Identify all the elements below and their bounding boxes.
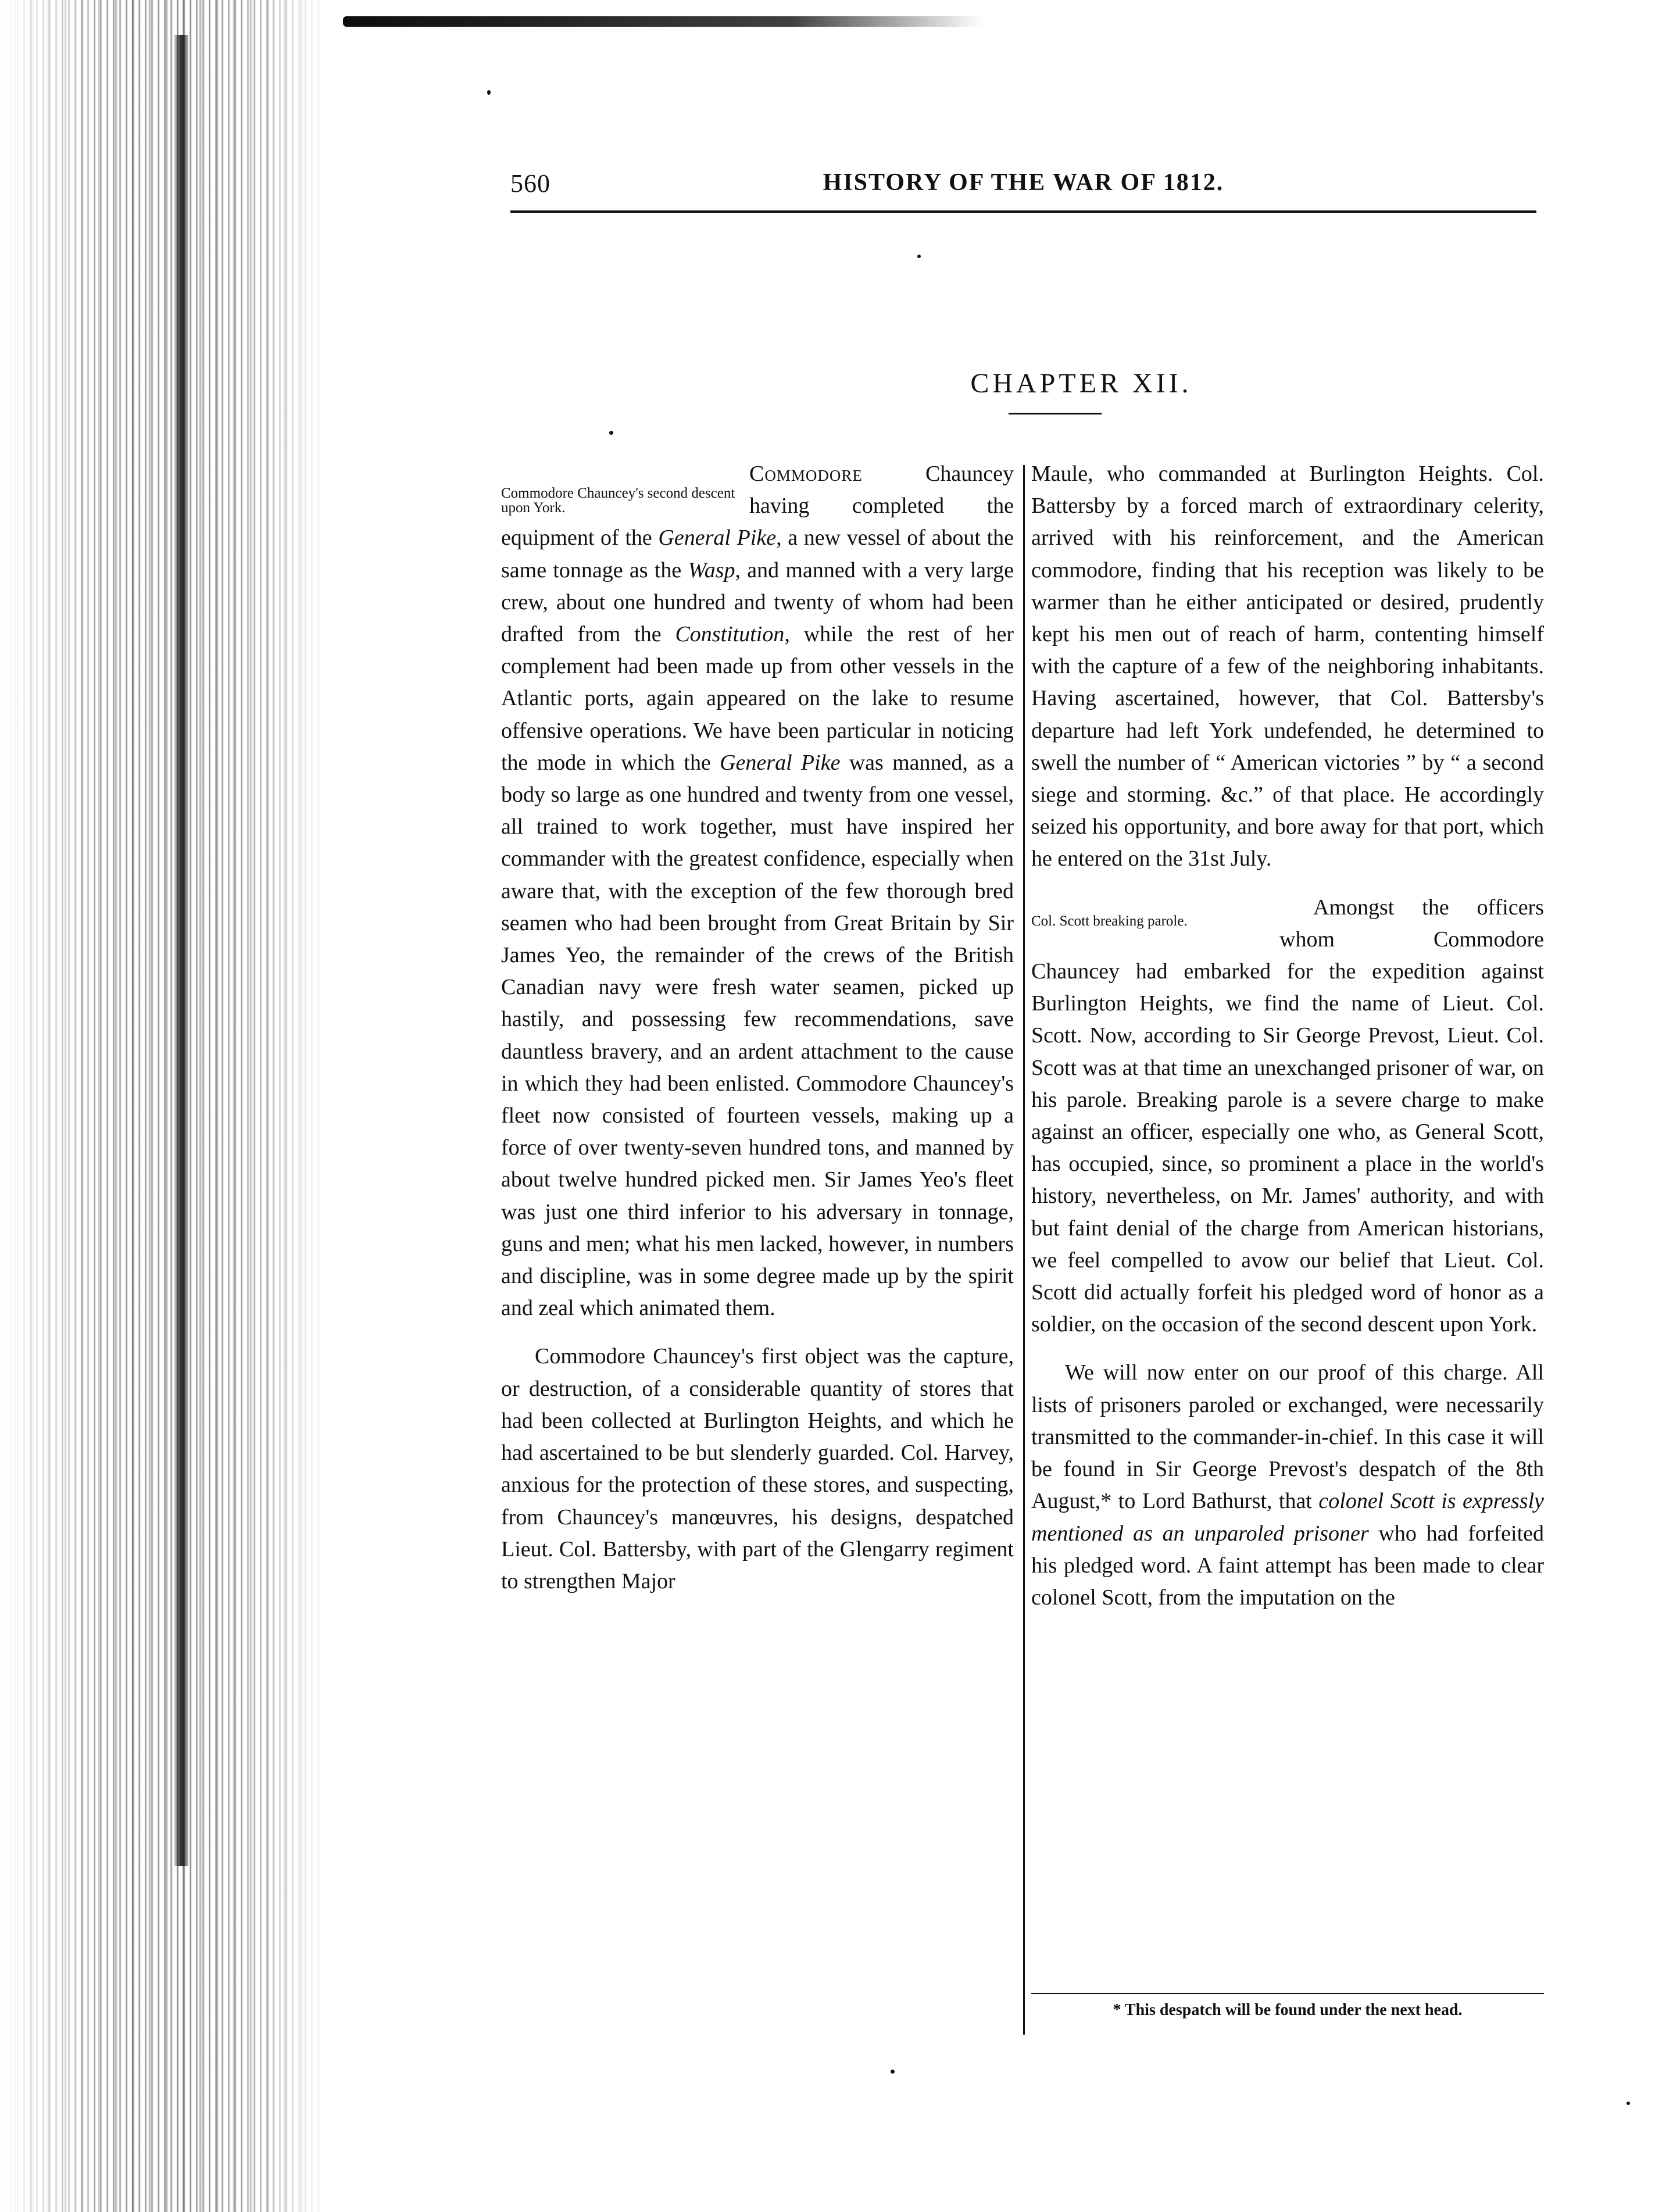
scan-speck [609, 431, 613, 435]
emphasis: colonel Scott is expressly mentioned as an unparoled prisoner [1031, 1489, 1544, 1546]
ship-name: Wasp [688, 558, 735, 583]
paragraph [501, 458, 1014, 1324]
body-text: Amongst the officers whom Commodore Chauncey had embarked for the expedition against Burlington Heights, we find the name of Lieut. Col. Scott. Now, according to Sir George Prevost, Lieut. Col. Scott was at that time an unexchanged prisoner of war, on his parole. Breaking parole is a severe charge to make against an officer, especially one who, as General Scott, has occupied, since, so prominent a place in the world's history, nevertheless, on Mr. James' authority, and with but faint denial of the charge from American historians, we feel compelled to avow our belief that Lieut. Col. Scott did actually forfeit his pledged word of honor as a soldier, on the occasion of the second descent upon York. [1031, 895, 1544, 1337]
paragraph [1031, 458, 1544, 875]
lead-word: Commodore [749, 462, 863, 486]
paragraph [1031, 892, 1544, 1341]
body-text: Commodore Chauncey's first object was the capture, or destruction, of a considerable quantity of stores that had been collected at Burlington Heights, and which he had ascertained to be but slenderly guarded. Col. Harvey, anxious for the protection of these stores, and suspecting, from Chauncey's manœuvres, his designs, despatched Lieut. Col. Battersby, with part of the Glengarry regiment to strengthen Major [501, 1344, 1014, 1593]
body-text: who had forfeited his pledged word. A faint attempt has been made to clear colonel Scott, from the imputation on the [1031, 1521, 1545, 1610]
column-divider [1023, 465, 1025, 2035]
scan-smudge [343, 16, 982, 27]
body-text: , while the rest of her complement had been made up from other vessels in the Atlantic ports, again appeared on the lake to resume offensive operations. We have been particular in noticing the mode in which the [501, 622, 1014, 775]
body-text: , a new vessel of about the same tonnage as the [501, 526, 1014, 583]
footnote-rule [1031, 1993, 1544, 1994]
margin-note: Col. Scott breaking parole. [1031, 913, 1188, 929]
chapter-heading: CHAPTER XII. [970, 368, 1192, 399]
scanned-binding-edge [0, 0, 326, 2212]
body-text: , and manned with a very large crew, about one hundred and twenty of whom had been drafted from the [501, 558, 1014, 647]
scan-speck [891, 2070, 895, 2074]
margin-note: Commodore Chauncey's second descent upon York. [501, 485, 735, 516]
running-title: HISTORY OF THE WAR OF 1812. [823, 169, 1224, 196]
scan-speck [487, 90, 491, 95]
running-header [510, 169, 1536, 203]
binding-shadow [174, 35, 188, 1866]
paragraph [501, 1341, 1014, 1598]
scan-speck [1626, 2102, 1630, 2105]
chapter-rule [1009, 413, 1102, 414]
page-number: 560 [510, 169, 550, 198]
header-rule [510, 210, 1536, 213]
body-text: Chauncey having completed the equipment of the [501, 462, 1014, 551]
scan-speck [917, 255, 921, 258]
body-text: was manned, as a body so large as one hundred and twenty from one vessel, all trained to work together, must have inspired her commander with the greatest confidence, especially when aware that, with the exception of the few thorough bred seamen who had been brought from Great Britain by Sir James Yeo, the remainder of the crews of the British Canadian navy were fresh water seamen, picked up hastily, and possessing few recommendations, save dauntless bravery, and an ardent attachment to the cause in which they had been enlisted. Commodore Chauncey's fleet now consisted of fourteen vessels, making up a force of over twenty-seven hundred tons, and manned by about twelve hundred picked men. Sir James Yeo's fleet was just one third inferior to his adversary in tonnage, guns and men; what his men lacked, however, in numbers and discipline, was in some degree made up by the spirit and zeal which animated them. [501, 750, 1014, 1321]
right-column [1031, 458, 1544, 1614]
body-text: We will now enter on our proof of this charge. All lists of prisoners paroled or exchanged, were necessarily transmitted to the commander-in-chief. In this case it will be found in Sir George Prevost's despatch of the 8th August,* to Lord Bathurst, that [1031, 1360, 1544, 1514]
ship-name: General Pike [720, 750, 841, 775]
ship-name: General Pike [658, 526, 777, 551]
left-column [501, 458, 1014, 1598]
body-text: Maule, who commanded at Burlington Heights. Col. Battersby by a forced march of extraordinary celerity, arrived with his reinforcement, and the American commodore, finding that his reception was likely to be warmer than he either anticipated or desired, prudently kept his men out of reach of harm, contenting himself with the capture of a few of the neighboring inhabitants. Having ascertained, however, that Col. Battersby's departure had left York undefended, he determined to swell the number of “ American victories ” by “ a second siege and storming. &c.” of that place. He accordingly seized his opportunity, and bore away for that port, which he entered on the 31st July. [1031, 462, 1544, 871]
footnote: * This despatch will be found under the next head. [1113, 2001, 1463, 2019]
ship-name: Constitution [675, 622, 785, 647]
paragraph [1031, 1357, 1544, 1614]
